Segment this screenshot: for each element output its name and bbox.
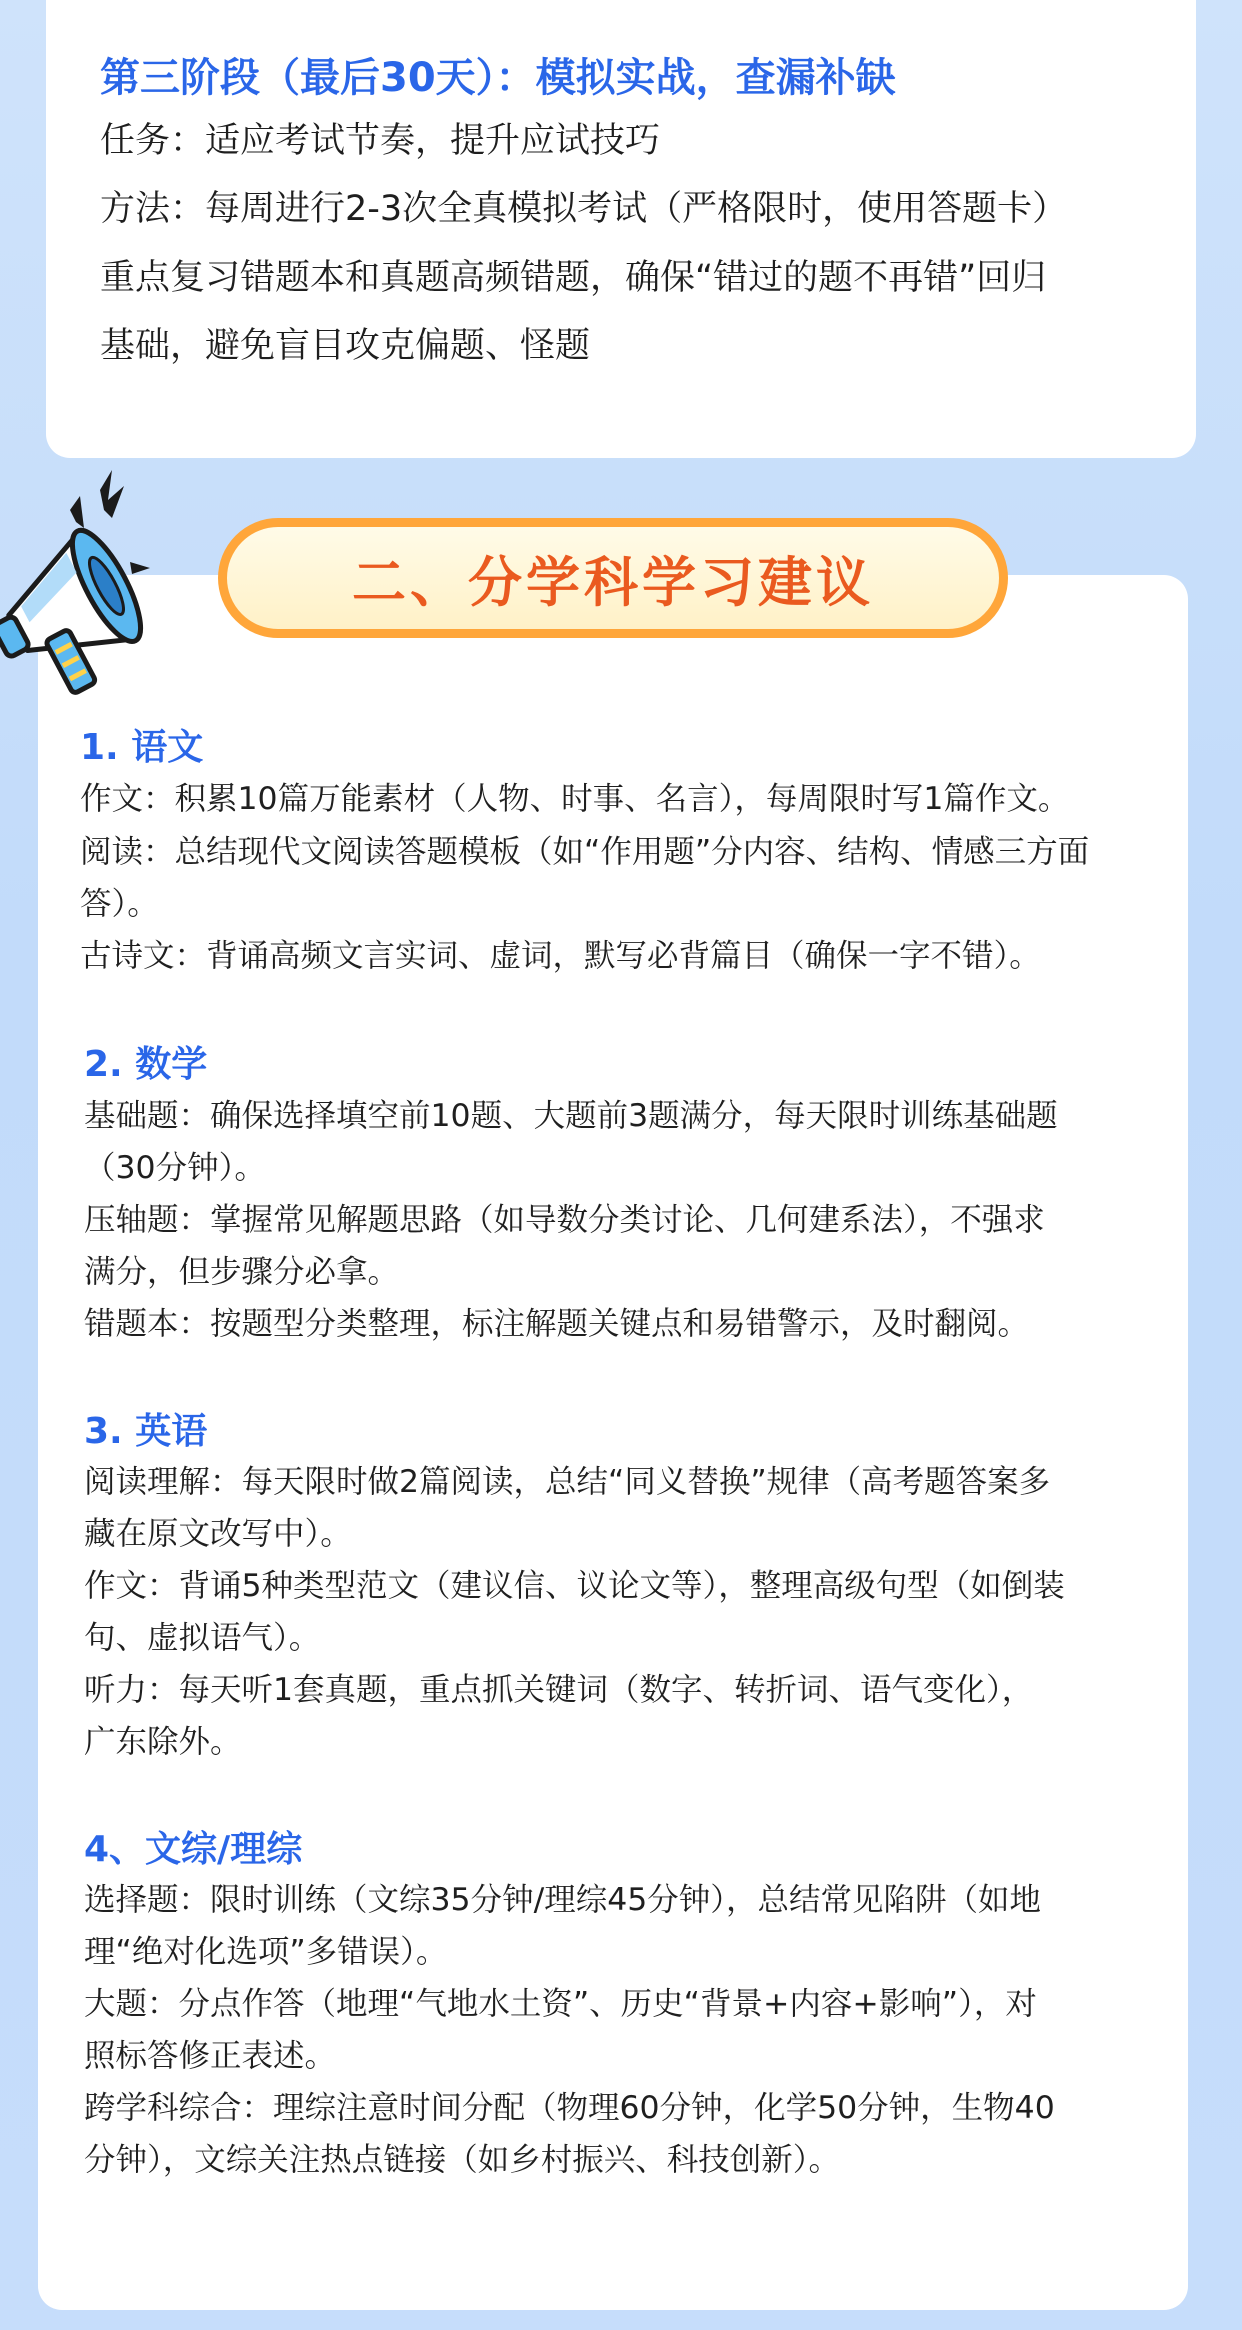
stage3-line: 方法：每周进行2-3次全真模拟考试（严格限时，使用答题卡） [100,189,1068,229]
subject-line: 古诗文：背诵高频文言实词、虚词，默写必背篇目（确保一字不错）。 [80,938,1041,974]
subject-line: 压轴题：掌握常见解题思路（如导数分类讨论、几何建系法），不强求 [84,1202,1045,1238]
subject-line: 广东除外。 [84,1724,242,1760]
subject-line: 照标答修正表述。 [84,2038,337,2074]
subject-line: 作文：背诵5种类型范文（建议信、议论文等），整理高级句型（如倒装 [84,1568,1065,1604]
subject-line: 答）。 [80,886,159,922]
subject-line: 选择题：限时训练（文综35分钟/理综45分钟），总结常见陷阱（如地 [84,1882,1042,1918]
subject-line: 阅读：总结现代文阅读答题模板（如“作用题”分内容、结构、情感三方面 [80,834,1090,870]
section2-title: 二、分学科学习建议 [352,550,874,614]
subject-line: 藏在原文改写中）。 [84,1516,352,1552]
subject-line: 跨学科综合：理综注意时间分配（物理60分钟，化学50分钟，生物40 [84,2090,1055,2126]
subject-line: 句、虚拟语气）。 [84,1620,321,1656]
section2-title-pill [218,518,1008,638]
subject-line: 作文：积累10篇万能素材（人物、时事、名言），每周限时写1篇作文。 [80,781,1070,817]
subject-heading: 2. 数学 [84,1044,208,1085]
subject-line: 满分，但步骤分必拿。 [84,1254,400,1290]
subject-line: （30分钟）。 [84,1150,266,1186]
subject-line: 基础题：确保选择填空前10题、大题前3题满分，每天限时训练基础题 [84,1098,1058,1134]
subject-line: 阅读理解：每天限时做2篇阅读，总结“同义替换”规律（高考题答案多 [84,1464,1051,1500]
stage3-line: 重点复习错题本和真题高频错题，确保“错过的题不再错”回归 [100,258,1047,298]
megaphone-icon [0,470,170,710]
stage3-title: 第三阶段（最后30天）：模拟实战，查漏补缺 [100,55,896,101]
subject-heading: 1. 语文 [80,727,204,768]
subject-heading: 4、文综/理综 [84,1829,303,1870]
subject-line: 理“绝对化选项”多错误）。 [84,1934,448,1970]
stage3-line: 基础，避免盲目攻克偏题、怪题 [100,326,591,366]
subject-heading: 3. 英语 [84,1411,208,1452]
subject-line: 大题：分点作答（地理“气地水土资”、历史“背景+内容+影响”），对 [84,1986,1037,2022]
stage3-line: 任务：适应考试节奏，提升应试技巧 [100,121,661,161]
subject-line: 错题本：按题型分类整理，标注解题关键点和易错警示，及时翻阅。 [84,1306,1030,1342]
subject-line: 听力：每天听1套真题，重点抓关键词（数字、转折词、语气变化）， [84,1672,1034,1708]
subject-line: 分钟），文综关注热点链接（如乡村振兴、科技创新）。 [84,2142,841,2178]
